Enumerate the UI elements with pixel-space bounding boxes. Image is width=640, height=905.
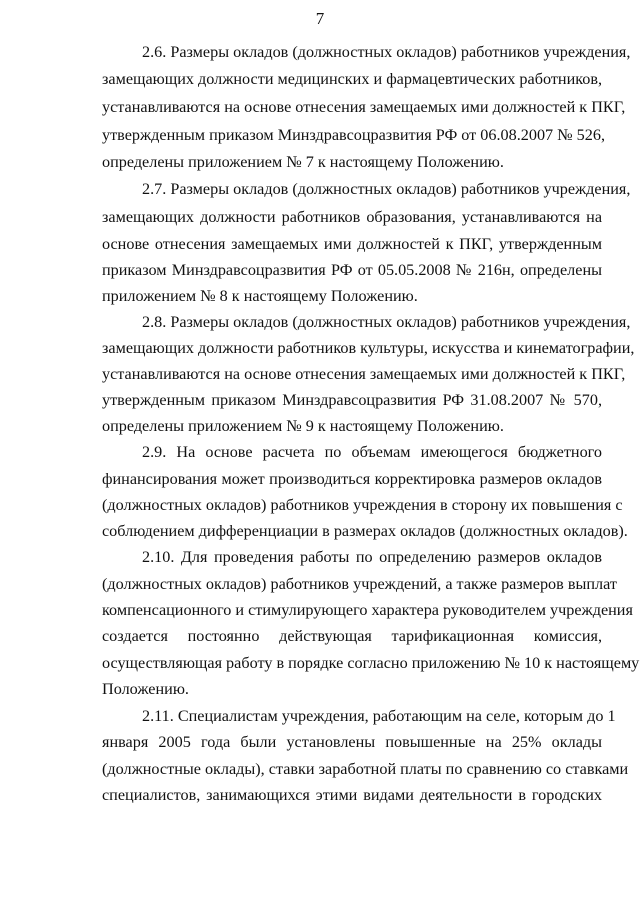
paragraph-2-9-line-1: 2.9. На основе расчета по объемам имеющегося бюджетного — [142, 443, 602, 461]
paragraph-2-10-line-1: 2.10. Для проведения работы по определению размеров окладов — [142, 548, 602, 566]
paragraph-2-8-line-5: определены приложением № 9 к настоящему Положению. — [102, 417, 504, 435]
paragraph-2-8-line-3: устанавливаются на основе отнесения замещаемых ими должностей к ПКГ, — [102, 365, 626, 383]
paragraph-2-11-line-4: специалистов, занимающихся этими видами деятельности в городских — [102, 786, 602, 804]
paragraph-2-11-line-1: 2.11. Специалистам учреждения, работающим на селе, которым до 1 — [142, 707, 616, 725]
paragraph-2-9-line-4: соблюдением дифференциации в размерах окладов (должностных окладов). — [102, 522, 628, 540]
paragraph-2-6-line-4: утвержденным приказом Минздравсоцразвития РФ от 06.08.2007 № 526, — [102, 126, 605, 144]
paragraph-2-7-line-5: приложением № 8 к настоящему Положению. — [102, 287, 418, 305]
page-number: 7 — [315, 9, 325, 28]
paragraph-2-10-line-5: осуществляющая работу в порядке согласно приложению № 10 к настоящему — [102, 654, 640, 672]
paragraph-2-7-line-4: приказом Минздравсоцразвития РФ от 05.05.2008 № 216н, определены — [102, 261, 602, 279]
paragraph-2-6-line-1: 2.6. Размеры окладов (должностных окладов) работников учреждения, — [142, 43, 631, 61]
paragraph-2-9-line-2: финансирования может производиться корректировка размеров окладов — [102, 470, 602, 488]
paragraph-2-10-line-4: создается постоянно действующая тарификационная комиссия, — [102, 627, 602, 645]
paragraph-2-7-line-1: 2.7. Размеры окладов (должностных окладов) работников учреждения, — [142, 180, 631, 198]
paragraph-2-7-line-3: основе отнесения замещаемых ими должностей к ПКГ, утвержденным — [102, 235, 602, 253]
paragraph-2-10-line-2: (должностных окладов) работников учреждений, а также размеров выплат — [102, 575, 617, 593]
paragraph-2-6-line-5: определены приложением № 7 к настоящему Положению. — [102, 153, 504, 171]
paragraph-2-9-line-3: (должностных окладов) работников учреждения в сторону их повышения с — [102, 496, 623, 514]
paragraph-2-10-line-6: Положению. — [102, 680, 189, 698]
paragraph-2-11-line-2: января 2005 года были установлены повышенные на 25% оклады — [102, 733, 602, 751]
paragraph-2-6-line-3: устанавливаются на основе отнесения замещаемых ими должностей к ПКГ, — [102, 98, 626, 116]
paragraph-2-8-line-2: замещающих должности работников культуры, искусства и кинематографии, — [102, 339, 635, 357]
paragraph-2-7-line-2: замещающих должности работников образования, устанавливаются на — [102, 208, 602, 226]
paragraph-2-11-line-3: (должностные оклады), ставки заработной платы по сравнению со ставками — [102, 760, 629, 778]
paragraph-2-8-line-1: 2.8. Размеры окладов (должностных окладов) работников учреждения, — [142, 313, 631, 331]
paragraph-2-8-line-4: утвержденным приказом Минздравсоцразвития РФ 31.08.2007 № 570, — [102, 391, 602, 409]
paragraph-2-10-line-3: компенсационного и стимулирующего характера руководителем учреждения — [102, 601, 633, 619]
paragraph-2-6-line-2: замещающих должности медицинских и фармацевтических работников, — [102, 70, 603, 88]
